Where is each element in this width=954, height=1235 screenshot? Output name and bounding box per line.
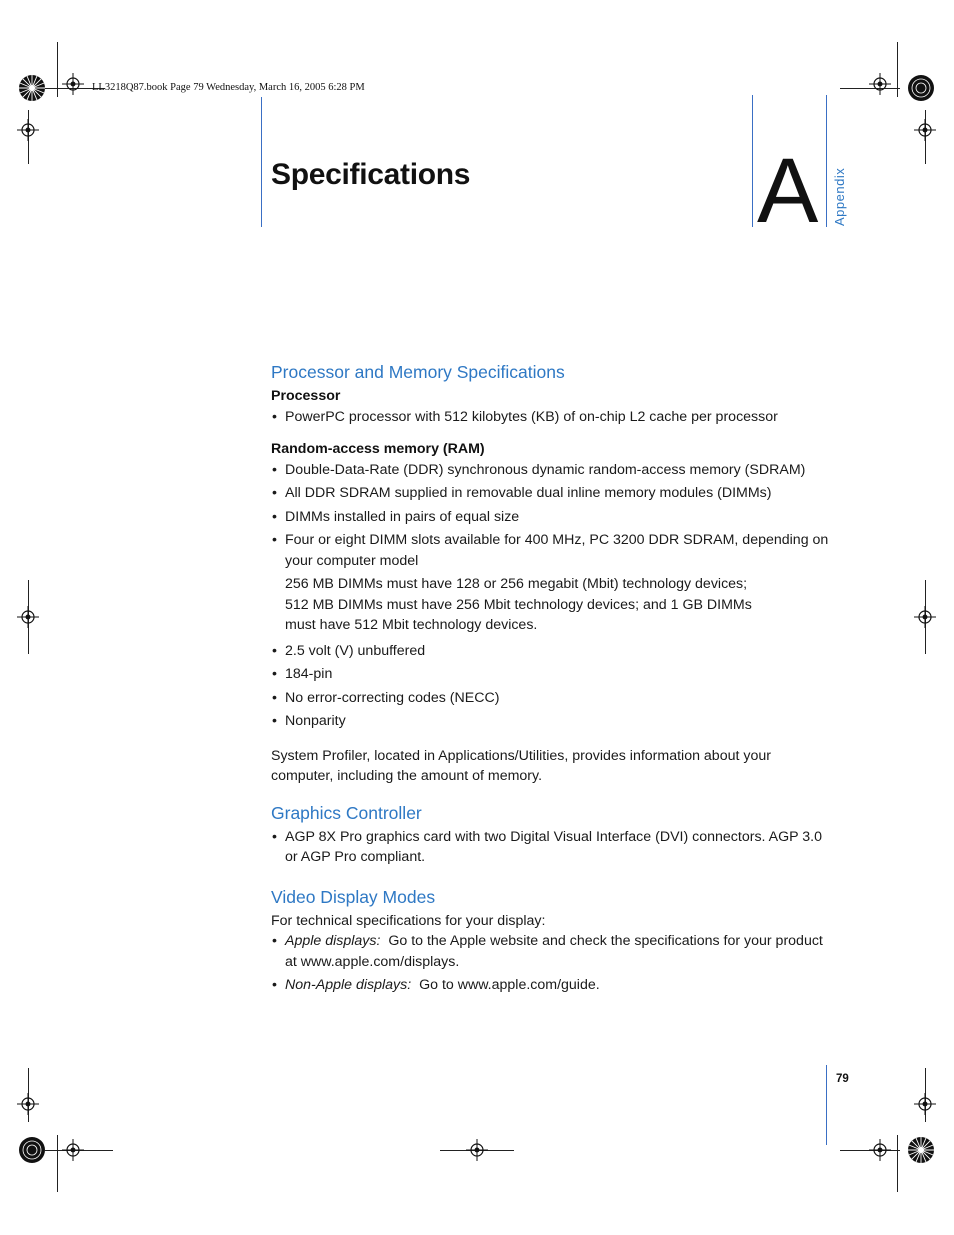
registration-mark-icon <box>17 606 39 628</box>
subheading-ram: Random-access memory (RAM) <box>271 441 485 457</box>
crop-mark <box>897 1135 898 1192</box>
registration-mark-icon <box>62 73 84 95</box>
registration-mark-icon <box>62 1139 84 1161</box>
list-item: • Double-Data-Rate (DDR) synchronous dynamic random-access memory (SDRAM) <box>271 460 831 481</box>
star-target-icon <box>907 74 935 102</box>
crop-mark <box>57 1135 58 1192</box>
list-item: • Four or eight DIMM slots available for 400 MHz, PC 3200 DDR SDRAM, depending on your computer model <box>271 530 831 571</box>
chapter-label-text: Appendix <box>832 167 847 226</box>
list-item: • Nonparity <box>271 711 831 732</box>
footer-rule <box>826 1065 827 1145</box>
title-rule <box>261 97 262 227</box>
book-header: LL3218Q87.book Page 79 Wednesday, March 16, 2005 6:28 PM <box>92 82 365 93</box>
list-item: • PowerPC processor with 512 kilobytes (KB) of on-chip L2 cache per processor <box>271 407 831 428</box>
dimm-note-line: must have 512 Mbit technology devices. <box>285 617 538 633</box>
item-text: Go to www.apple.com/guide. <box>419 977 600 993</box>
page-title: Specifications <box>271 158 471 191</box>
item-text: Go to the Apple website and check the specifications for your product at www.apple.com/displays. <box>285 933 823 970</box>
registration-mark-icon <box>466 1139 488 1161</box>
item-label: Non-Apple displays: <box>285 977 412 993</box>
graphics-list <box>271 827 831 868</box>
letter-rule <box>752 95 753 227</box>
section-heading-processor-memory: Processor and Memory Specifications <box>271 362 565 382</box>
dimm-note <box>271 574 831 636</box>
registration-mark-icon <box>869 1139 891 1161</box>
chapter-letter: A <box>757 140 819 242</box>
list-item: • 184-pin <box>271 664 831 685</box>
processor-list <box>271 407 831 428</box>
list-item: • No error-correcting codes (NECC) <box>271 688 831 709</box>
list-item: • All DDR SDRAM supplied in removable dual inline memory modules (DIMMs) <box>271 483 831 504</box>
registration-mark-icon <box>869 73 891 95</box>
main-content <box>271 360 831 999</box>
registration-mark-icon <box>914 1093 936 1115</box>
section-heading-video: Video Display Modes <box>271 886 436 907</box>
video-intro: For technical specifications for your display: <box>271 912 546 929</box>
star-target-icon <box>18 74 46 102</box>
dimm-note-line: 256 MB DIMMs must have 128 or 256 megabit (Mbit) technology devices; <box>285 576 748 592</box>
list-item <box>271 931 831 972</box>
dimm-note-line: 512 MB DIMMs must have 256 Mbit technology devices; and 1 GB DIMMs <box>285 596 752 613</box>
chapter-label <box>822 162 852 226</box>
list-item: • AGP 8X Pro graphics card with two Digital Visual Interface (DVI) connectors. AGP 3.0 or AGP Pro compliant. <box>271 827 831 868</box>
registration-mark-icon <box>17 119 39 141</box>
star-target-icon <box>907 1136 935 1164</box>
section-heading-graphics: Graphics Controller <box>271 802 422 823</box>
list-item: • 2.5 volt (V) unbuffered <box>271 641 831 662</box>
star-target-icon <box>18 1136 46 1164</box>
item-label: Apple displays: <box>285 933 381 949</box>
ram-list <box>271 460 831 572</box>
registration-mark-icon <box>914 606 936 628</box>
video-list <box>271 931 831 996</box>
list-item: • DIMMs installed in pairs of equal size <box>271 507 831 528</box>
list-item <box>271 975 831 996</box>
registration-mark-icon <box>17 1093 39 1115</box>
ram-list-continued <box>271 641 831 732</box>
registration-mark-icon <box>914 119 936 141</box>
memory-closing-paragraph: System Profiler, located in Applications/Utilities, provides information about your computer, including the amount of memory. <box>271 747 771 784</box>
page-number: 79 <box>836 1073 849 1085</box>
subheading-processor: Processor <box>271 388 341 404</box>
